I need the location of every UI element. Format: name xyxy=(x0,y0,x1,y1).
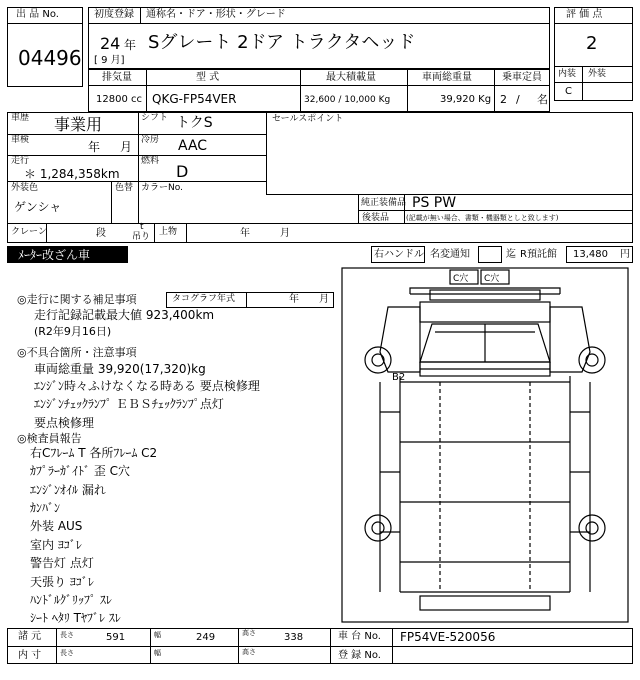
dims-label: 諸 元 xyxy=(18,631,42,642)
recycle-unit: 円 xyxy=(620,249,630,260)
shift-label: シフト xyxy=(141,113,169,123)
name-label: 通称名・ドア・形状・グレード xyxy=(146,9,286,20)
recycle-value: 13,480 xyxy=(573,249,608,260)
lot-number: 04496 xyxy=(18,46,82,70)
remark-line: ◎不具合箇所・注意事項 xyxy=(17,346,137,359)
recycle-label: R預託館 xyxy=(520,249,557,260)
remark-line: 要点検修理 xyxy=(34,416,95,430)
ac-label: 冷房 xyxy=(141,135,160,145)
reg-year: 24 xyxy=(100,34,121,53)
remark-line: ﾊﾝﾄﾞﾙｸﾞﾘｯﾌﾟ ｽﾚ xyxy=(30,593,112,607)
remark-line: ｶﾝﾊﾞﾝ xyxy=(30,501,61,515)
interior-grade: C xyxy=(565,86,572,97)
equipment-label: 純正装備品 xyxy=(361,198,407,208)
remark-line: 室内 ﾖｺﾞﾚ xyxy=(30,538,82,552)
color-change-label: 色替 xyxy=(115,183,134,193)
right-hand-label: 右ハンドル xyxy=(374,249,424,260)
fuel-label: 燃料 xyxy=(141,156,160,166)
mileage-value: ＊ 1,284,358km xyxy=(24,167,120,181)
chassis-value: FP54VE-520056 xyxy=(400,630,496,644)
reg-month: [ 9 月] xyxy=(94,55,125,66)
ext-color-label: 外装色 xyxy=(11,183,39,193)
crane-ton: t xyxy=(140,222,144,232)
remark-line: 走行記録記載最大値 923,400km xyxy=(34,308,215,322)
inspection-year: 年 xyxy=(88,140,101,154)
remark-line: ｴﾝｼﾞﾝ時々ふけなくなる時ある 要点検修理 xyxy=(34,379,260,393)
remark-line: ｼｰﾄ ﾍﾀﾘ Tﾔﾌﾞﾚ ｽﾚ xyxy=(30,611,121,625)
tacho-year: 年 xyxy=(289,294,299,305)
max-load-label: 最大積載量 xyxy=(326,72,376,83)
upper-month: 月 xyxy=(280,228,290,239)
reg-year-unit: 年 xyxy=(124,38,137,52)
equipment-value: PS PW xyxy=(412,195,457,211)
height-value: 338 xyxy=(284,632,304,643)
name-change-box xyxy=(478,246,502,263)
model-label: 型 式 xyxy=(196,72,220,83)
gross-weight-value: 39,920 Kg xyxy=(440,94,492,105)
int-length-label: 長さ xyxy=(60,649,74,657)
remark-line: (R2年9月16日) xyxy=(34,325,112,338)
name-change-label: 名変通知 xyxy=(430,249,470,260)
shift-value: トクS xyxy=(176,115,213,131)
int-width-label: 幅 xyxy=(154,649,161,657)
exterior-label: 外装 xyxy=(588,69,607,79)
remark-line: ｴﾝｼﾞﾝｵｲﾙ 漏れ xyxy=(30,483,106,497)
capacity-sep: / xyxy=(516,93,520,106)
sales-point-label: セールスポイント xyxy=(272,114,344,124)
mark-c-hole-left: C穴 xyxy=(453,274,469,284)
interior-dims-label: 内 寸 xyxy=(18,650,42,661)
model-value: QKG-FP54VER xyxy=(152,92,237,106)
int-height-label: 高さ xyxy=(242,648,256,656)
mark-b2: B2 xyxy=(392,372,406,383)
history-label: 車歴 xyxy=(11,113,30,123)
gross-weight-label: 車両総重量 xyxy=(422,72,472,83)
length-label: 長さ xyxy=(60,631,74,639)
interior-label: 内装 xyxy=(558,69,577,79)
width-value: 249 xyxy=(196,632,216,643)
crane-hang: 吊り xyxy=(132,232,151,242)
first-reg-label: 初度登録 xyxy=(94,9,134,20)
remark-line: ◎検査員報告 xyxy=(17,432,82,445)
crane-stage: 段 xyxy=(96,228,106,239)
remark-line: ｶﾌﾟﾗｰｶﾞｲﾄﾞ 歪 C穴 xyxy=(30,464,131,478)
remark-line: 外装 AUS xyxy=(30,519,83,533)
vehicle-name: Sグレート 2ドア トラクタヘッド xyxy=(148,32,416,53)
displacement-label: 排気量 xyxy=(102,72,132,83)
displacement-value: 12800 cc xyxy=(96,94,142,105)
aftermarket-note: (記載が無い場合、書類・機器類としと致します) xyxy=(406,214,559,222)
truck-diagram xyxy=(340,262,630,624)
aftermarket-label: 後装品 xyxy=(362,213,390,223)
mark-c-hole-right: C穴 xyxy=(484,274,500,284)
tacho-label: タコグラフ年式 xyxy=(172,294,236,304)
score-label: 評 価 点 xyxy=(566,9,603,20)
remark-line: 天張り ﾖｺﾞﾚ xyxy=(30,575,94,589)
reg-no-label: 登 録 No. xyxy=(338,650,381,661)
ac-value: AAC xyxy=(178,138,208,154)
upper-year: 年 xyxy=(240,228,250,239)
history-value: 事業用 xyxy=(54,115,103,134)
remark-line: ｴﾝｼﾞﾝﾁｪｯｸﾗﾝﾌﾟ ＥＢＳﾁｪｯｸﾗﾝﾌﾟ点灯 xyxy=(34,397,224,411)
chassis-label: 車 台 No. xyxy=(338,631,381,642)
inspection-label: 車検 xyxy=(11,135,30,145)
height-label: 高さ xyxy=(242,629,256,637)
upper-label: 上物 xyxy=(159,227,178,237)
remark-line: 右Cﾌﾚｰﾑ T 各所ﾌﾚｰﾑ C2 xyxy=(30,446,158,460)
width-label: 幅 xyxy=(154,631,161,639)
mileage-label: 走行 xyxy=(11,156,30,166)
color-no-label: カラーNo. xyxy=(141,183,183,193)
length-value: 591 xyxy=(106,632,126,643)
ext-color-value: ゲンシャ xyxy=(14,200,62,214)
capacity-unit: 名 xyxy=(537,93,548,106)
meter-tamper-text: ﾒｰﾀｰ改ざん車 xyxy=(18,248,91,262)
capacity-value: 2 xyxy=(500,93,507,106)
crane-label: クレーン xyxy=(11,227,47,237)
lot-label: 出 品 No. xyxy=(16,9,59,20)
tacho-month: 月 xyxy=(319,294,329,305)
capacity-label: 乗車定員 xyxy=(502,72,542,83)
max-load-value: 32,600 / 10,000 Kg xyxy=(304,95,391,105)
dist-label: 迄 xyxy=(506,249,516,260)
remark-line: ◎走行に関する補足事項 xyxy=(17,293,137,306)
remark-line: 警告灯 点灯 xyxy=(30,556,94,570)
fuel-value: D xyxy=(176,162,189,181)
remark-line: 車両総重量 39,920(17,320)kg xyxy=(34,362,206,376)
inspection-month: 月 xyxy=(120,140,133,154)
score-value: 2 xyxy=(586,33,598,54)
